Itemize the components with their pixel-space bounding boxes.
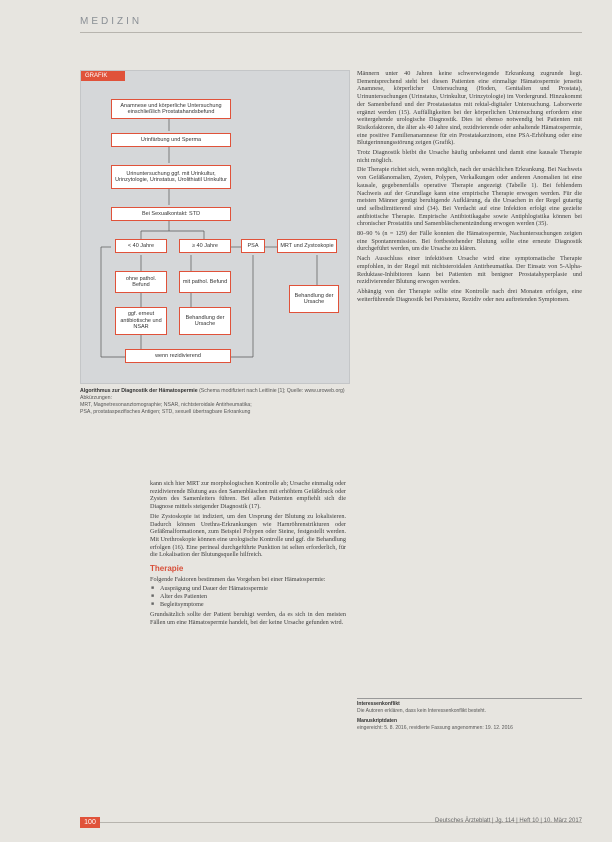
caption-line-2: MRT, Magnetresonanztomographie; NSAR, nichtsteroidale Antirheumatika; [80,402,252,408]
box-psa: PSA [241,239,265,253]
right-paragraph-1: Männern unter 40 Jahren keine schwerwiegende Erkrankung zugrunde liegt. Dementsprechend steht bei diesen Patienten eine einmalige Hämatospermie jenseits Anamnese, körperlicher Untersuchung (Hoden, Genitalien und Prostata), Urinuntersuchungen (Urinstatus, Urinkultur, Urinzytologie) im Vordergrund. Hinzukommt der Samenbefund und der Prostatastatus mit rektal-digitaler Untersuchung. Laborwerte ergänzt werden (15). Auffälligkeiten bei der körperlichen Untersuchung erfordern eine weitergehende urologische Diagnostik. Dies ist ebenso notwendig bei Patienten mit Risikofaktoren, die älter als 40 Jahre sind, rezidivierende oder anhaltende Hämatospermie, eine positive Familienanamnese für ein Prostatakarzinom, eine PSA-Erhöhung oder eine Blutgerinnungsstörung zeigen (Grafik). [357,70,582,147]
right-paragraph-4: 80–90 % (n = 129) der Fälle konnten die Hämatospermie, Nachuntersuchungen zeigten eine Spontanremission. Bei fortbestehender Blutung sollte eine erneute Diagnostik durchgeführt werden, um die Ursache zu klären. [357,230,582,253]
conflict-label: Interessenkonflikt [357,701,400,707]
right-column [357,70,582,305]
box-rezidivierend: wenn rezidivierend [125,349,231,363]
caption-line-3: PSA, prostataspezifisches Antigen; STD, sexuell übertragbare Erkrankung [80,409,251,415]
box-behandlung-1: Behandlung der Ursache [179,307,231,335]
header-rule [80,32,582,33]
conflict-text: Die Autoren erklären, dass kein Interessenkonflikt besteht. [357,707,486,714]
section-heading-therapie: Therapie [150,564,184,574]
box-over-40: ≥ 40 Jahre [179,239,231,253]
box-anamnese: Anamnese und körperliche Untersuchung einschließlich Prostatahandsbefund [111,99,231,119]
list-item: ■ Ausprägung und Dauer der Hämatospermie [150,585,346,593]
manuscript-info [357,698,582,731]
box-mit-befund: mit pathol. Befund [179,271,231,293]
right-paragraph-5: Nach Ausschluss einer infektiösen Ursache wird eine symptomatische Therapie empfohlen, in der Regel mit nichtsteroidalen Antirheumatika. Der Einsatz von 5-Alpha-Reduktase-Inhibitoren kann bei Patienten mit benigner Prostatahyperplasie und rezidivierender Blutung erwogen werden. [357,255,582,286]
factor-list [150,585,346,609]
left-column [150,480,346,629]
box-antibiotika: ggf. erneut antibiotische und NSAR [115,307,167,335]
left-paragraph-2: Die Zystoskopie ist indiziert, um den Ursprung der Blutung zu lokalisieren. Dadurch können Urethra-Erkrankungen wie Harnröhrenstrikturen oder Gefäßmalformationen, zum Beispiel Polypen oder Steine, festgestellt werden. Mit Urethroskopie können eine urologische Kontrolle und ggf. die Behandlung erfolgen (16). Eine perineal durchgeführte Punktion ist selten erforderlich, für die Lokalisation der Blutungsquelle hilfreich. [150,512,346,559]
list-item: ■ Begleitsymptome [150,601,346,609]
box-behandlung-2: Behandlung der Ursache [289,285,339,313]
box-ohne-befund: ohne pathol. Befund [115,271,167,293]
algorithm-figure [80,70,350,384]
right-paragraph-2: Trotz Diagnostik bleibt die Ursache häufig unbekannt und damit eine kausale Therapie nicht möglich. [357,149,582,164]
left-paragraph-1: kann sich hier MRT zur morphologischen Kontrolle ab; Ursache einmalig oder rezidivierende Blutung aus den Samenbläschen mit erhöhtem Gefäßdruck oder Zysten des Samenleiters führen. Bei allen Patienten empfiehlt sich die Diagnose mittels steigender Diagnostik (17). [150,480,346,511]
journal-citation: Deutsches Ärzteblatt | Jg. 114 | Heft 10 | 10. März 2017 [435,818,582,824]
refbox-rule [357,698,582,699]
manuscript-text: eingereicht: 5. 8. 2016, revidierte Fassung angenommen: 19. 12. 2016 [357,724,513,731]
box-urinfaerbung: Urinfärbung und Sperma [111,133,231,147]
right-paragraph-6: Abhängig von der Therapie sollte eine Kontrolle nach drei Monaten erfolgen, eine weiterführende Diagnostik bei Persistenz, Rezidiv oder neu auftretenden Symptomen. [357,287,582,303]
box-under-40: < 40 Jahre [115,239,167,253]
caption-lead: Algorithmus zur Diagnostik der Hämatospermie [80,388,198,394]
manuscript-label: Manuskriptdaten [357,718,398,724]
left-paragraph-3: Folgende Faktoren bestimmen das Vorgehen bei einer Hämatospermie: [150,575,326,583]
left-paragraph-4: Grundsätzlich sollte der Patient beruhigt werden, da es sich in den meisten Fällen um eine Hämatospermie handelt, bei der keine Ursache gefunden wird. [150,611,346,627]
right-paragraph-3: Die Therapie richtet sich, wenn möglich, nach der ursächlichen Erkrankung. Bei Nachweis von Gefäßanomalien, Zysten, Polypen, Verkalkungen oder anderen Anomalien ist eine kausale, gegebenenfalls operative Therapie angezeigt (Tabelle 1). Bei fehlendem Nachweis auf der Grundlage kann eine empirische Therapie erwogen werden. Für die meisten Männer genügt beruhigende Aufklärung, da die Ursachen in der Regel gutartig und selbstlimitierend sind (34). Bei Verdacht auf eine Infektion erfolgt eine gezielte antibiotische Therapie. Empirische Antibiotikagabe sowie Antiphlogistika können bei chronischer Prostatitis und Samenbläschenentzündung erwogen werden (35). [357,166,582,228]
box-sexualkontakt: Bei Sexualkontakt: STD [111,207,231,221]
list-item: ■ Alter des Patienten [150,593,346,601]
caption-line-1: (Schema modifiziert nach Leitlinie [1]; Quelle: www.uroweb.org) Abkürzungen: [80,388,345,401]
box-urinuntersuchung: Urinuntersuchung ggf. mit Urinkultur, Urinzytologie, Urinstatus, Urolithiatil Urinkultur [111,165,231,189]
figure-tab: GRAFIK [81,71,125,81]
page-number: 100 [80,817,100,828]
box-mrt-zystoskopie: MRT und Zystoskopie [277,239,337,253]
section-header: MEDIZIN [80,16,143,27]
figure-caption [80,388,348,416]
